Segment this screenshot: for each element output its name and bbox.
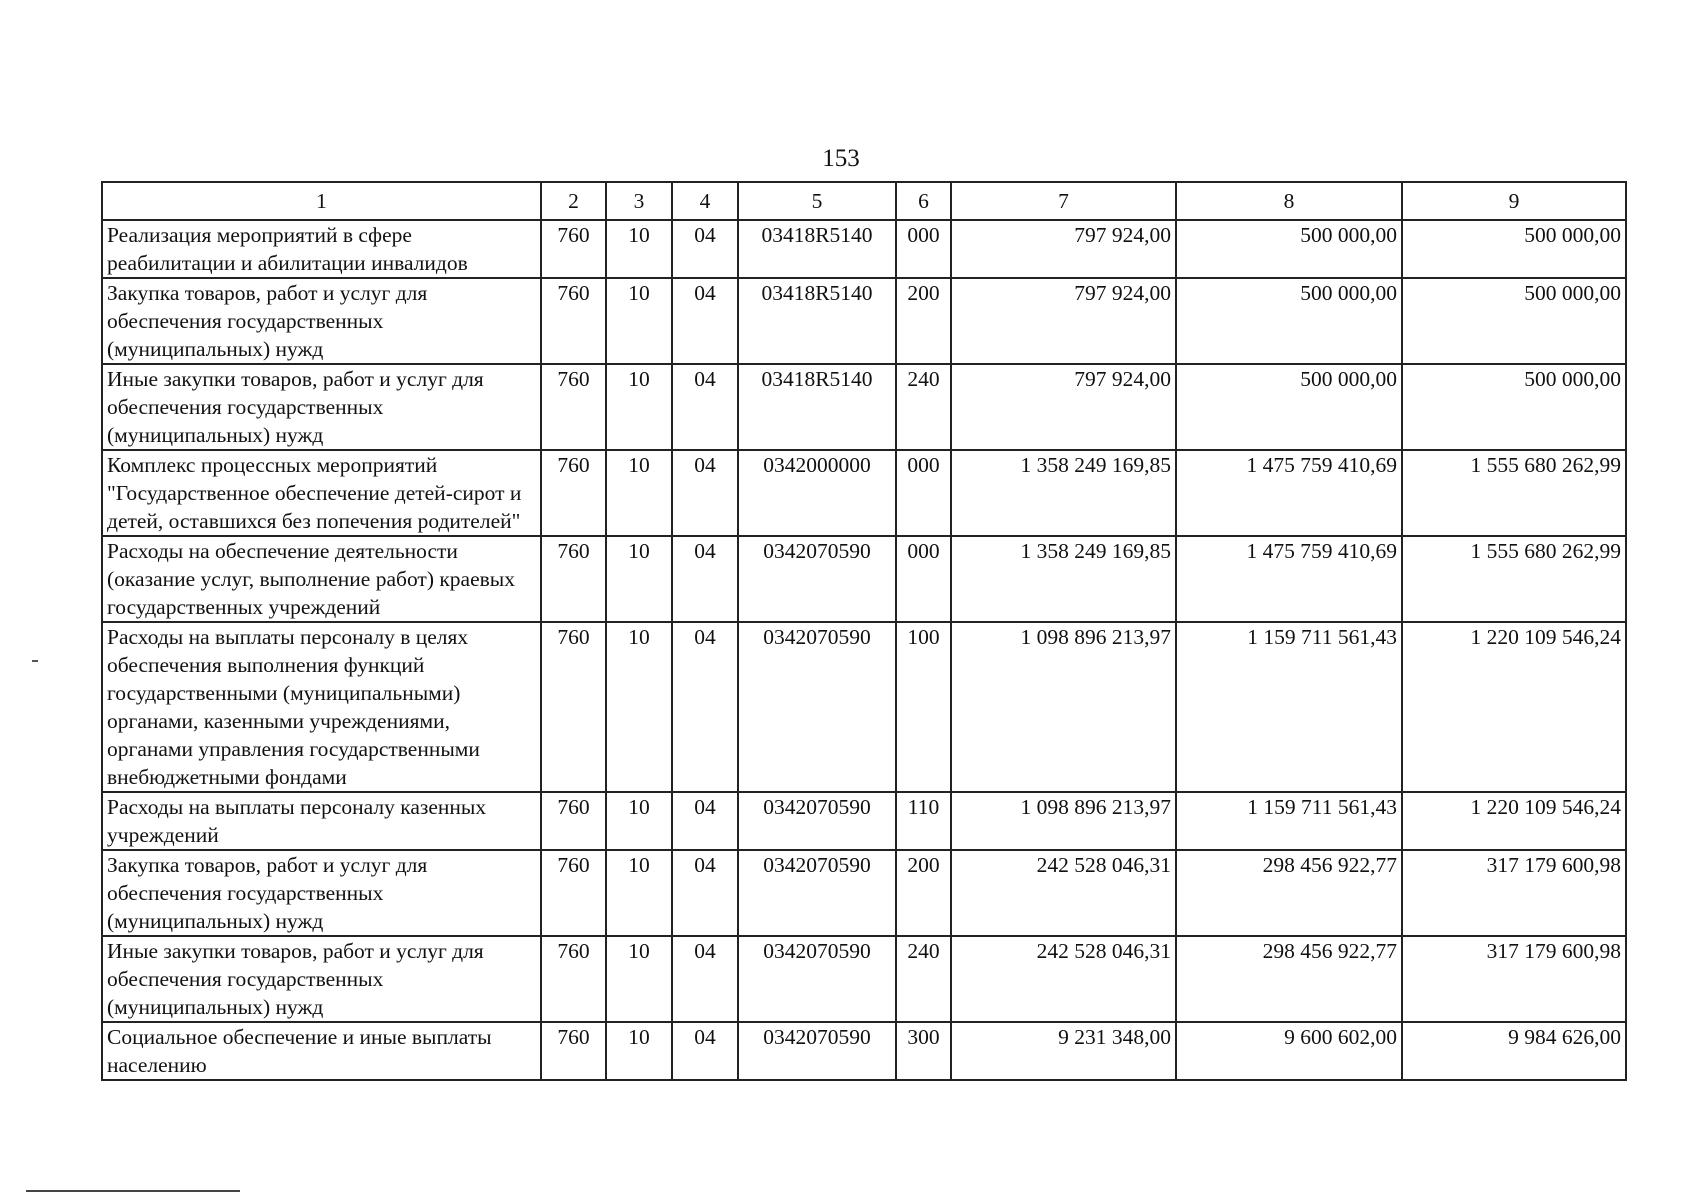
row-amount-col8: 9 600 602,00 [1176,1022,1402,1080]
table-row [102,364,1626,450]
table-row [102,850,1626,936]
row-amount-col9: 1 220 109 546,24 [1402,792,1626,850]
row-amount-col8: 500 000,00 [1176,220,1402,278]
row-amount-col8: 1 159 711 561,43 [1176,622,1402,792]
column-header-5: 5 [738,182,896,220]
row-code-expense-type: 000 [896,220,951,278]
row-name: Закупка товаров, работ и услуг для обеспечения государственных (муниципальных) нужд [102,278,541,364]
row-amount-col7: 797 924,00 [951,364,1176,450]
row-code-ministry: 760 [541,364,606,450]
row-code-ministry: 760 [541,1022,606,1080]
header-row [102,182,1626,220]
row-code-ministry: 760 [541,850,606,936]
table-row [102,536,1626,622]
row-amount-col9: 500 000,00 [1402,278,1626,364]
row-code-section: 10 [606,450,672,536]
row-name: Реализация мероприятий в сфере реабилитации и абилитации инвалидов [102,220,541,278]
row-code-target: 03418R5140 [738,278,896,364]
row-code-section: 10 [606,364,672,450]
row-code-subsection: 04 [672,278,738,364]
row-code-section: 10 [606,622,672,792]
row-amount-col7: 242 528 046,31 [951,936,1176,1022]
row-amount-col8: 298 456 922,77 [1176,850,1402,936]
row-amount-col9: 317 179 600,98 [1402,936,1626,1022]
row-code-expense-type: 240 [896,936,951,1022]
row-code-subsection: 04 [672,850,738,936]
row-code-expense-type: 110 [896,792,951,850]
column-header-3: 3 [606,182,672,220]
row-code-target: 03418R5140 [738,220,896,278]
row-name: Комплекс процессных мероприятий "Государственное обеспечение детей-сирот и детей, оставшихся без попечения родителей" [102,450,541,536]
table-row [102,622,1626,792]
row-amount-col8: 1 159 711 561,43 [1176,792,1402,850]
row-code-subsection: 04 [672,536,738,622]
row-code-section: 10 [606,792,672,850]
table-row [102,936,1626,1022]
row-code-ministry: 760 [541,622,606,792]
budget-table [101,181,1627,1081]
row-code-expense-type: 300 [896,1022,951,1080]
row-code-target: 0342000000 [738,450,896,536]
column-header-2: 2 [541,182,606,220]
column-header-1: 1 [102,182,541,220]
column-header-9: 9 [1402,182,1626,220]
row-code-ministry: 760 [541,220,606,278]
row-code-subsection: 04 [672,792,738,850]
row-code-expense-type: 000 [896,536,951,622]
row-code-section: 10 [606,936,672,1022]
row-name: Расходы на обеспечение деятельности (оказание услуг, выполнение работ) краевых государственных учреждений [102,536,541,622]
row-code-subsection: 04 [672,622,738,792]
row-code-ministry: 760 [541,792,606,850]
row-name: Расходы на выплаты персоналу в целях обеспечения выполнения функций государственными (муниципальными) органами, казенными учреждениями, органами управления государственными внебюджетными фондами [102,622,541,792]
row-code-target: 0342070590 [738,850,896,936]
scan-mark [32,660,38,662]
column-header-4: 4 [672,182,738,220]
row-code-target: 0342070590 [738,1022,896,1080]
row-code-ministry: 760 [541,450,606,536]
table-row [102,450,1626,536]
table-row [102,278,1626,364]
row-name: Расходы на выплаты персоналу казенных учреждений [102,792,541,850]
row-code-subsection: 04 [672,936,738,1022]
table-row [102,1022,1626,1080]
row-code-section: 10 [606,220,672,278]
row-amount-col7: 1 098 896 213,97 [951,792,1176,850]
row-amount-col7: 242 528 046,31 [951,850,1176,936]
row-amount-col8: 500 000,00 [1176,278,1402,364]
row-amount-col7: 797 924,00 [951,278,1176,364]
footnote-rule [26,1190,240,1192]
row-amount-col9: 500 000,00 [1402,220,1626,278]
row-amount-col9: 1 220 109 546,24 [1402,622,1626,792]
row-code-section: 10 [606,278,672,364]
row-amount-col7: 1 358 249 169,85 [951,450,1176,536]
table-row [102,792,1626,850]
row-code-section: 10 [606,850,672,936]
row-code-expense-type: 100 [896,622,951,792]
table-row [102,220,1626,278]
row-code-target: 0342070590 [738,936,896,1022]
page-number: 153 [822,145,860,172]
row-amount-col9: 1 555 680 262,99 [1402,536,1626,622]
row-name: Закупка товаров, работ и услуг для обеспечения государственных (муниципальных) нужд [102,850,541,936]
row-code-ministry: 760 [541,536,606,622]
row-amount-col7: 1 098 896 213,97 [951,622,1176,792]
column-header-8: 8 [1176,182,1402,220]
row-code-target: 0342070590 [738,622,896,792]
column-header-7: 7 [951,182,1176,220]
row-code-target: 0342070590 [738,792,896,850]
row-code-expense-type: 000 [896,450,951,536]
row-code-ministry: 760 [541,278,606,364]
column-header-6: 6 [896,182,951,220]
row-code-subsection: 04 [672,220,738,278]
row-name: Иные закупки товаров, работ и услуг для обеспечения государственных (муниципальных) нужд [102,936,541,1022]
row-amount-col9: 500 000,00 [1402,364,1626,450]
row-name: Социальное обеспечение и иные выплаты населению [102,1022,541,1080]
row-code-expense-type: 200 [896,850,951,936]
row-amount-col9: 9 984 626,00 [1402,1022,1626,1080]
row-amount-col7: 9 231 348,00 [951,1022,1176,1080]
row-code-subsection: 04 [672,450,738,536]
row-amount-col8: 1 475 759 410,69 [1176,450,1402,536]
row-amount-col7: 797 924,00 [951,220,1176,278]
row-amount-col9: 317 179 600,98 [1402,850,1626,936]
row-code-expense-type: 240 [896,364,951,450]
row-code-target: 03418R5140 [738,364,896,450]
row-amount-col7: 1 358 249 169,85 [951,536,1176,622]
row-amount-col8: 1 475 759 410,69 [1176,536,1402,622]
row-amount-col9: 1 555 680 262,99 [1402,450,1626,536]
row-code-section: 10 [606,536,672,622]
row-code-expense-type: 200 [896,278,951,364]
row-name: Иные закупки товаров, работ и услуг для обеспечения государственных (муниципальных) нужд [102,364,541,450]
row-amount-col8: 500 000,00 [1176,364,1402,450]
row-code-subsection: 04 [672,364,738,450]
row-code-ministry: 760 [541,936,606,1022]
row-code-subsection: 04 [672,1022,738,1080]
row-code-target: 0342070590 [738,536,896,622]
row-code-section: 10 [606,1022,672,1080]
row-amount-col8: 298 456 922,77 [1176,936,1402,1022]
